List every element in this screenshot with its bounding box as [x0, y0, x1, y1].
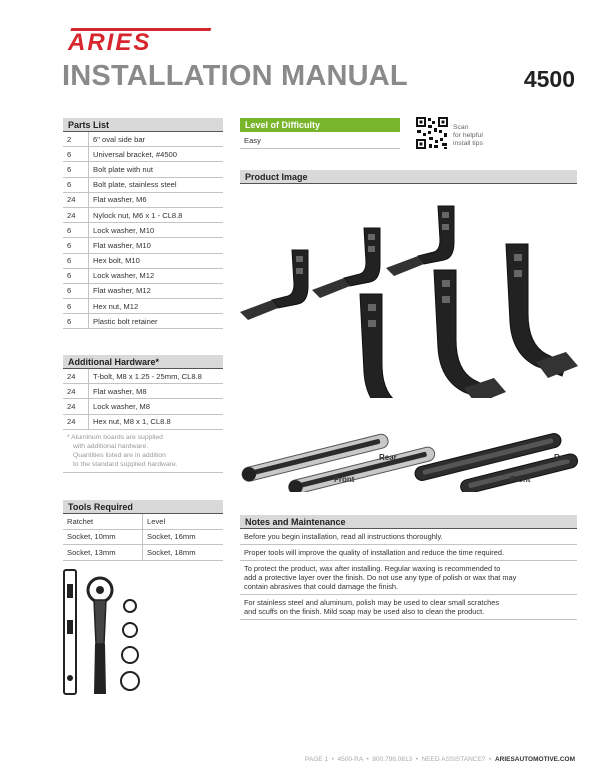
additional-hardware [63, 355, 223, 473]
tools-heading: Tools Required [63, 500, 223, 514]
tools-required [63, 500, 223, 561]
table-row [63, 268, 223, 283]
hardware-note: * Aluminum boards are supplied with additional hardware. Quantities listed are in addition to the standard supplied hardware. [63, 433, 223, 473]
note-item: Before you begin installation, read all instructions thoroughly. [240, 529, 577, 545]
product-image-section [240, 170, 577, 184]
tool-cell: Ratchet [63, 514, 143, 529]
black-bar-pair [414, 432, 578, 492]
quantity-cell: 24 [63, 207, 89, 222]
socket-icon [122, 647, 138, 663]
ratchet-tool [88, 578, 112, 694]
level-tool [64, 570, 76, 694]
quantity-cell: 2 [63, 132, 89, 147]
tool-cell: Socket, 16mm [143, 529, 224, 545]
table-row [63, 147, 223, 162]
parts-list-heading: Parts List [63, 118, 223, 132]
description-cell: Plastic bolt retainer [89, 314, 224, 329]
table-row [63, 369, 223, 384]
footer: PAGE 1 • 4500-RA • 800.798.0813 • NEED ASSISTANCE? • ARIESAUTOMOTIVE.COM [305, 756, 575, 763]
footer-help: NEED ASSISTANCE? [421, 756, 486, 763]
tools-table [63, 514, 223, 561]
description-cell: Flat washer, M6 [89, 192, 224, 207]
difficulty-value: Easy [240, 132, 400, 149]
aries-logo [62, 26, 212, 52]
quantity-cell: 6 [63, 314, 89, 329]
tool-cell: Socket, 13mm [63, 545, 143, 561]
label-front-black: Front [510, 475, 531, 484]
tool-cell: Level [143, 514, 224, 529]
table-row [63, 314, 223, 329]
qr-code[interactable] [415, 116, 449, 150]
parts-list-table [63, 132, 223, 329]
table-row [63, 223, 223, 238]
footer-page: PAGE 1 [305, 756, 329, 763]
quantity-cell: 6 [63, 268, 89, 283]
note-item: For stainless steel and aluminum, polish may be used to clear small scratches and scuffs on the finish. Mild soap may be used also to clean the product. [240, 595, 577, 620]
description-cell: Flat washer, M12 [89, 283, 224, 298]
brackets-image [238, 188, 578, 398]
sockets-illustration [118, 596, 142, 692]
description-cell: Bolt plate with nut [89, 162, 224, 177]
difficulty-section [240, 118, 400, 149]
note-item: Proper tools will improve the quality of installation and reduce the time required. [240, 545, 577, 561]
quantity-cell: 6 [63, 238, 89, 253]
quantity-cell: 24 [63, 369, 89, 384]
table-row [63, 177, 223, 192]
table-row [63, 162, 223, 177]
table-row [63, 299, 223, 314]
description-cell: Flat washer, M8 [89, 384, 224, 399]
table-row [63, 545, 223, 561]
table-row [63, 192, 223, 207]
qr-caption: Scan for helpful install tips [453, 124, 483, 147]
quantity-cell: 6 [63, 253, 89, 268]
socket-icon [124, 600, 136, 612]
quantity-cell: 24 [63, 414, 89, 429]
table-row [63, 384, 223, 399]
quantity-cell: 6 [63, 147, 89, 162]
note-item: To protect the product, wax after installing. Regular waxing is recommended to add a protective layer over the finish. Do not use any type of polish or wax that may contain abrasives that could damage the finish. [240, 561, 577, 595]
additional-hardware-table [63, 369, 223, 430]
description-cell: Universal bracket, #4500 [89, 147, 224, 162]
quantity-cell: 6 [63, 299, 89, 314]
socket-icon [121, 672, 139, 690]
quantity-cell: 6 [63, 162, 89, 177]
description-cell: Hex nut, M12 [89, 299, 224, 314]
tool-cell: Socket, 18mm [143, 545, 224, 561]
table-row [63, 399, 223, 414]
description-cell: Lock washer, M12 [89, 268, 224, 283]
quantity-cell: 24 [63, 384, 89, 399]
notes-heading: Notes and Maintenance [240, 515, 577, 529]
table-row [63, 207, 223, 222]
table-row [63, 253, 223, 268]
description-cell: Flat washer, M10 [89, 238, 224, 253]
page-title: INSTALLATION MANUAL [62, 60, 408, 92]
table-row [63, 529, 223, 545]
description-cell: Hex nut, M8 x 1, CL8.8 [89, 414, 224, 429]
table-row [63, 414, 223, 429]
description-cell: Bolt plate, stainless steel [89, 177, 224, 192]
notes-section [240, 515, 577, 620]
quantity-cell: 24 [63, 192, 89, 207]
difficulty-heading: Level of Difficulty [240, 118, 400, 132]
label-rear-black: Rear [554, 453, 572, 462]
description-cell: Nylock nut, M6 x 1 - CL8.8 [89, 207, 224, 222]
table-row [63, 514, 223, 529]
quantity-cell: 6 [63, 223, 89, 238]
label-front-stainless: Front [334, 475, 355, 484]
description-cell: Lock washer, M8 [89, 399, 224, 414]
quantity-cell: 6 [63, 177, 89, 192]
table-row [63, 283, 223, 298]
description-cell: Hex bolt, M10 [89, 253, 224, 268]
quantity-cell: 24 [63, 399, 89, 414]
table-row [63, 238, 223, 253]
description-cell: T-bolt, M8 x 1.25 - 25mm, CL8.8 [89, 369, 224, 384]
footer-doc: 4500-RA [337, 756, 363, 763]
footer-website-link[interactable]: ARIESAUTOMOTIVE.COM [494, 756, 575, 763]
product-image-heading: Product Image [240, 170, 577, 184]
socket-icon [123, 623, 137, 637]
description-cell: 6" oval side bar [89, 132, 224, 147]
label-rear-stainless: Rear [379, 453, 397, 462]
parts-list [63, 118, 223, 329]
tool-cell: Socket, 10mm [63, 529, 143, 545]
part-number: 4500 [523, 66, 575, 92]
quantity-cell: 6 [63, 283, 89, 298]
description-cell: Lock washer, M10 [89, 223, 224, 238]
table-row [63, 132, 223, 147]
brand-text: ARIES [68, 29, 152, 52]
additional-hardware-heading: Additional Hardware* [63, 355, 223, 369]
footer-phone: 800.798.0813 [372, 756, 413, 763]
